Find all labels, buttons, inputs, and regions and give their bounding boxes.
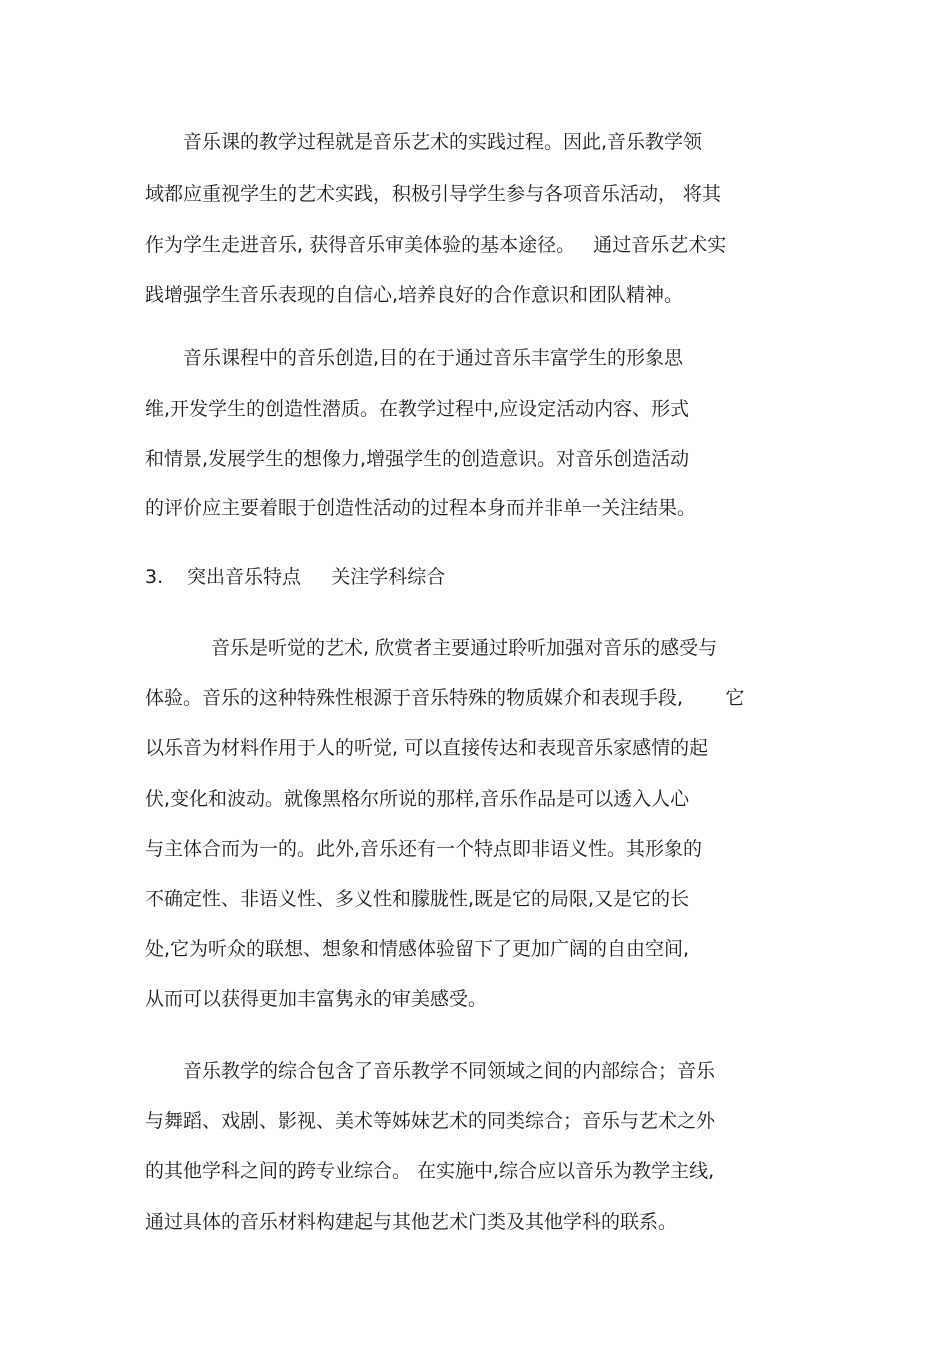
paragraph-line: 音乐课程中的音乐创造,目的在于通过音乐丰富学生的形象思 [183,347,684,369]
paragraph-line: 与主体合而为一的。此外,音乐还有一个特点即非语义性。其形象的 [145,838,703,860]
paragraph-line: 的评价应主要着眼于创造性活动的过程本身而并非单一关注结果。 [145,497,697,519]
paragraph-line: 从而可以获得更加丰富隽永的审美感受。 [145,988,488,1010]
paragraph-line: 践增强学生音乐表现的自信心,培养良好的合作意识和团队精神。 [145,284,684,306]
paragraph-line: 以乐音为材料作用于人的听觉, 可以直接传达和表现音乐家感情的起 [145,737,709,759]
paragraph-line: 音乐课的教学过程就是音乐艺术的实践过程。因此,音乐教学领 [183,131,703,153]
paragraph-line: 音乐是听觉的艺术, 欣赏者主要通过聆听加强对音乐的感受与 [211,637,718,659]
paragraph-line: 的其他学科之间的跨专业综合。 在实施中,综合应以音乐为教学主线, [145,1160,715,1182]
paragraph-line: 与舞蹈、戏剧、影视、美术等姊妹艺术的同类综合；音乐与艺术之外 [145,1110,716,1132]
paragraph-line: 音乐教学的综合包含了音乐教学不同领域之间的内部综合；音乐 [183,1060,716,1082]
paragraph-line: 域都应重视学生的艺术实践，积极引导学生参与各项音乐活动， 将其 [145,183,722,205]
section-number: 3. [145,566,164,588]
paragraph-line: 作为学生走进音乐, 获得音乐审美体验的基本途径。 通过音乐艺术实 [145,234,727,256]
paragraph-line: 通过具体的音乐材料构建起与其他艺术门类及其他学科的联系。 [145,1211,678,1233]
paragraph-line: 处,它为听众的联想、想象和情感体验留下了更加广阔的自由空间, [145,938,690,960]
paragraph-line: 体验。音乐的这种特殊性根源于音乐特殊的物质媒介和表现手段, 它 [145,687,745,709]
paragraph-line: 不确定性、非语义性、多义性和朦胧性,既是它的局限,又是它的长 [145,888,690,910]
paragraph-line: 维,开发学生的创造性潜质。在教学过程中,应设定活动内容、形式 [145,398,690,420]
section-title: 突出音乐特点 关注学科综合 [187,566,446,588]
paragraph-line: 伏,变化和波动。就像黑格尔所说的那样,音乐作品是可以透入人心 [145,788,690,810]
paragraph-line: 和情景,发展学生的想像力,增强学生的创造意识。对音乐创造活动 [145,448,690,470]
